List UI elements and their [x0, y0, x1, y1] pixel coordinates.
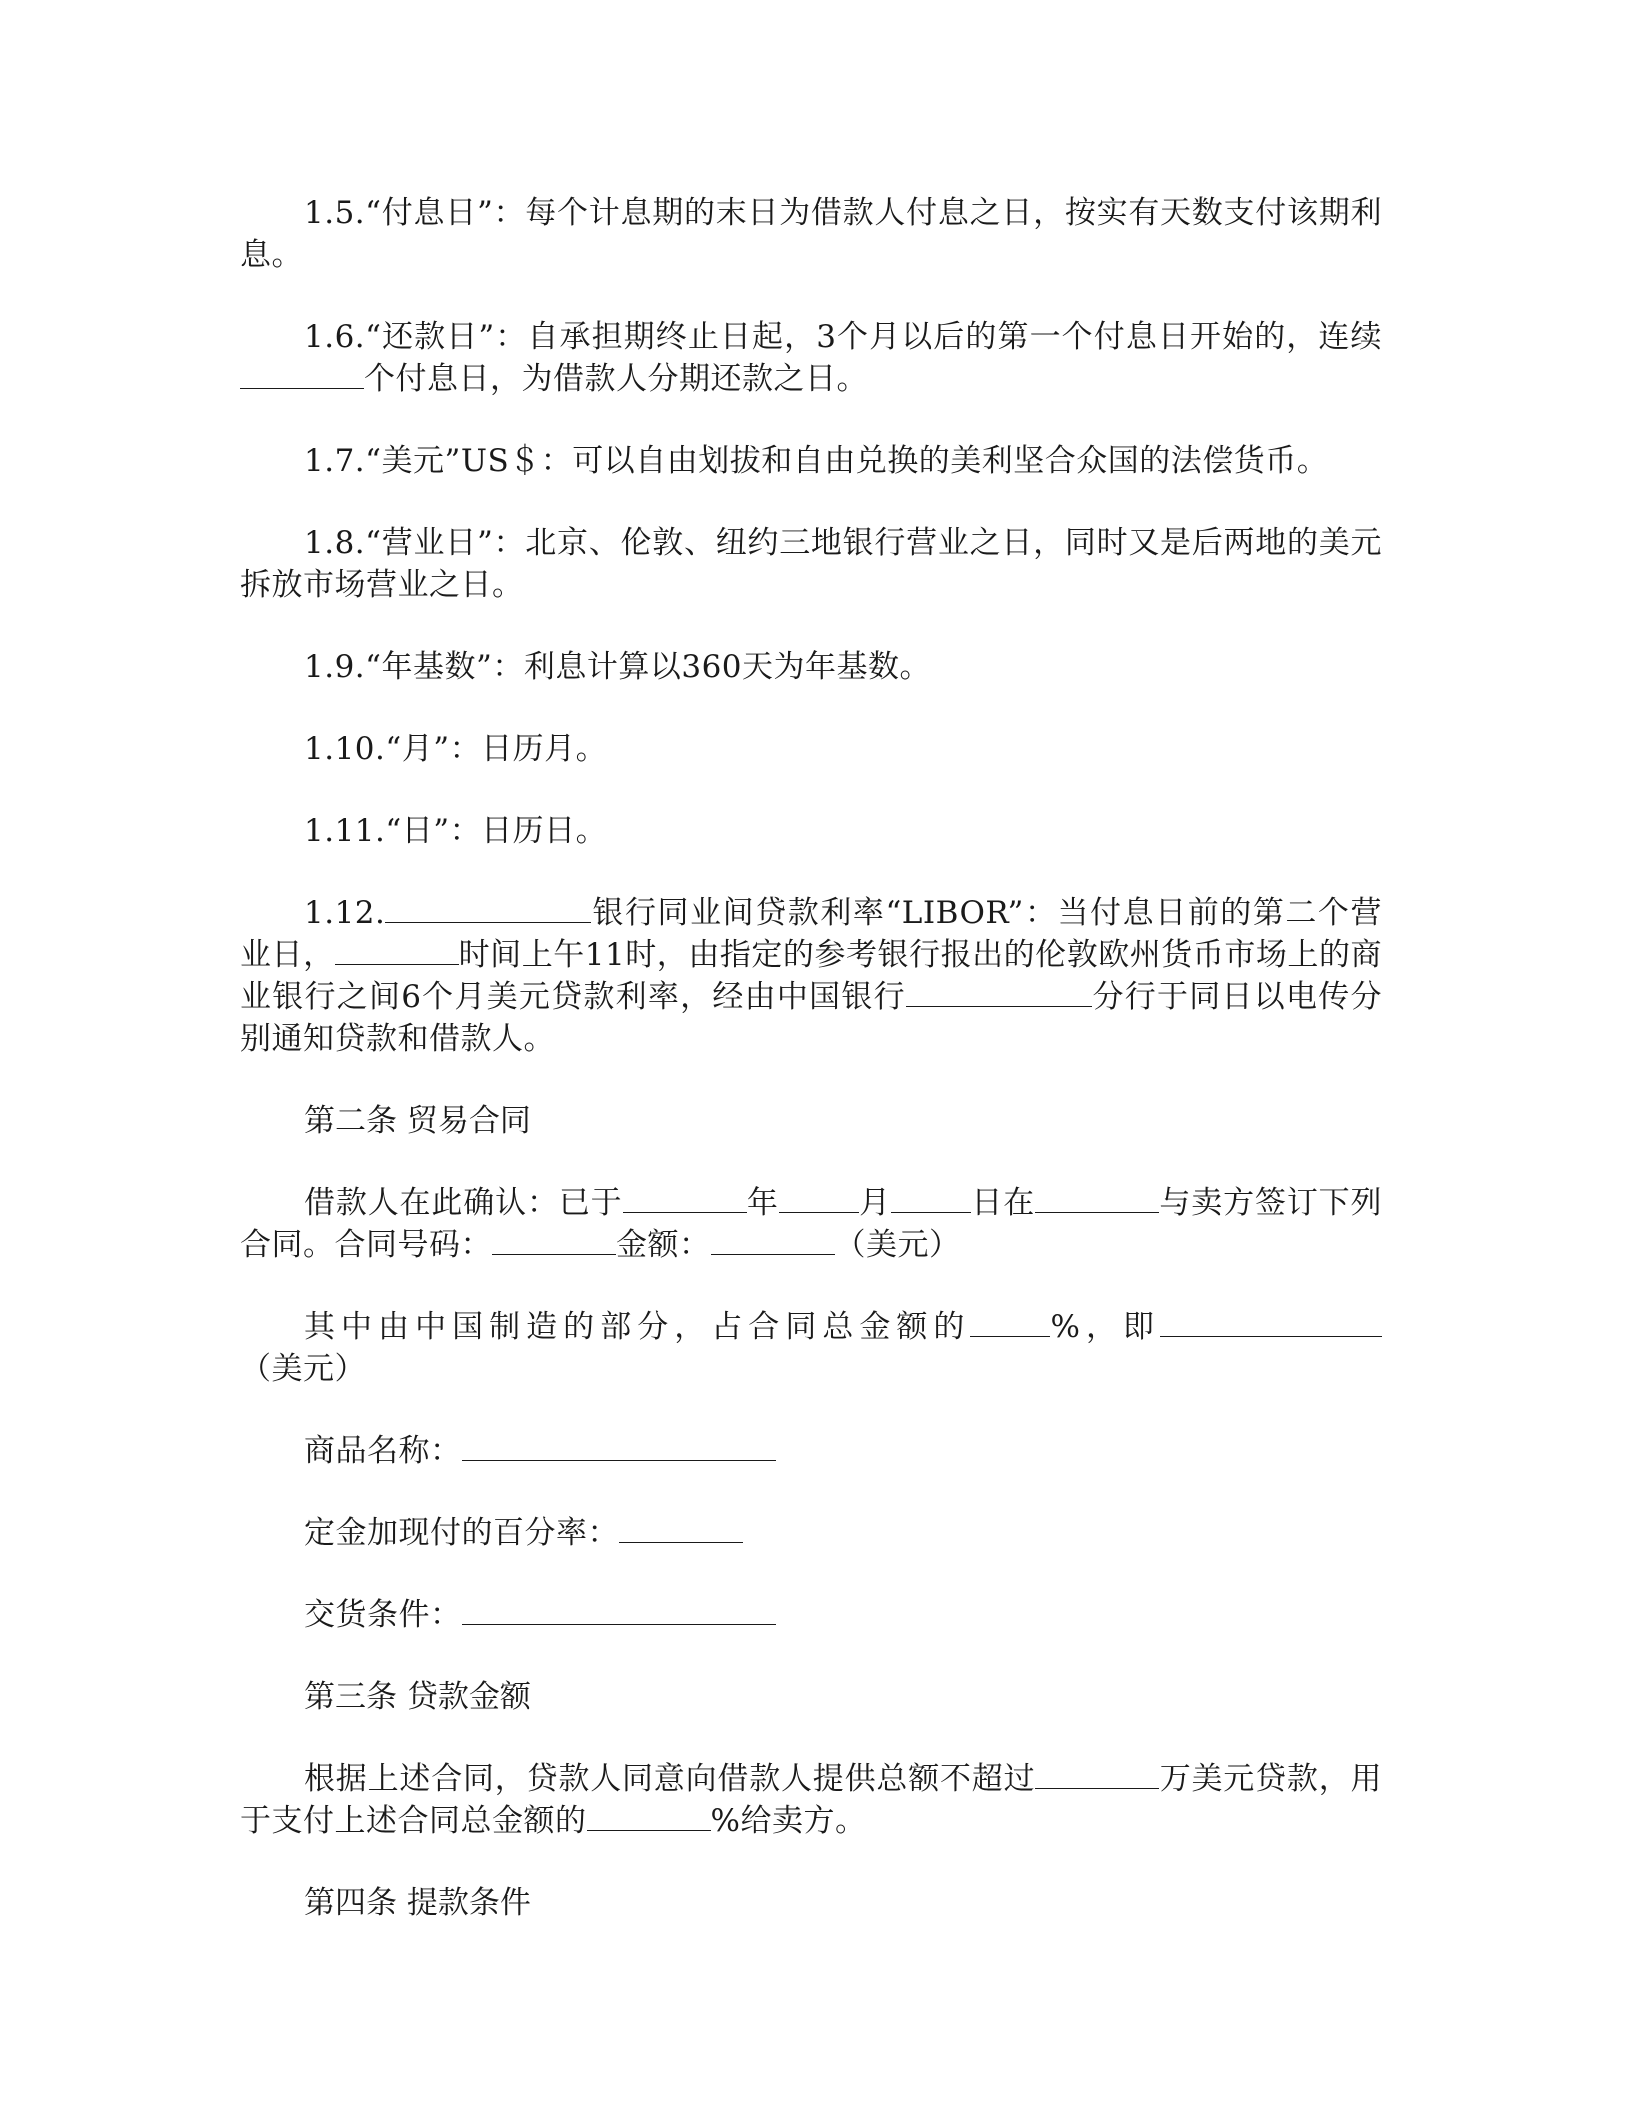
article-2-text-f: 金额： [616, 1227, 711, 1263]
article-2-text-e: 与卖方签订下列合同。合同号码： [240, 1185, 1383, 1263]
article-2-confirmation [240, 1182, 1382, 1266]
blank-field [385, 892, 591, 923]
clause-1-9 [240, 646, 1382, 688]
article-2-delivery [240, 1594, 1382, 1636]
blank-field [779, 1182, 859, 1213]
article-3-text-a: 根据上述合同，贷款人同意向借款人提供总额不超过 [304, 1761, 1036, 1797]
blank-field [619, 1512, 743, 1543]
article-3-text-b: 万美元贷款，用于支付上述合同总金额的 [240, 1761, 1383, 1839]
article-2-portion-text-c: （美元） [240, 1351, 366, 1387]
blank-field [906, 976, 1092, 1007]
blank-field [462, 1594, 776, 1625]
clause-1-12-text-b: 银行同业间贷款利率“LIBOR”：当付息日前的第二个营业日， [240, 895, 1382, 973]
clause-1-12-text-c: 时间上午11时，由指定的参考银行报出的伦敦欧州货币市场上的商业银行之间6个月美元贷款利率，经由中国银行 [240, 937, 1383, 1015]
document-page [240, 192, 1382, 1964]
article-2-text-g: （美元） [834, 1227, 961, 1263]
article-2-deposit [240, 1512, 1382, 1554]
blank-field [335, 934, 459, 965]
article-3-heading: 第三条 贷款金额 [304, 1679, 531, 1715]
clause-1-6 [240, 316, 1382, 400]
article-2-china-portion [240, 1306, 1382, 1390]
clause-1-5-text: 1.5.“付息日”：每个计息期的末日为借款人付息之日，按实有天数支付该期利息。 [240, 195, 1382, 273]
article-2-portion-text-a: 其中由中国制造的部分，占合同总金额的 [304, 1309, 971, 1345]
blank-field [1035, 1182, 1159, 1213]
article-2-text-a: 借款人在此确认：已于 [304, 1185, 623, 1221]
clause-1-12-text-d: 分行于同日以电传分别通知贷款和借款人。 [240, 979, 1382, 1057]
clause-1-11 [240, 810, 1382, 852]
article-2-text-b: 年 [746, 1185, 779, 1221]
blank-field [240, 358, 364, 389]
clause-1-5 [240, 192, 1382, 276]
clause-1-6-text-a: 1.6.“还款日”：自承担期终止日起，3个月以后的第一个付息日开始的，连续 [304, 319, 1382, 355]
article-2-text-d: 日在 [970, 1185, 1036, 1221]
clause-1-11-text: 1.11.“日”：日历日。 [304, 813, 608, 849]
blank-field [1160, 1306, 1382, 1337]
clause-1-10 [240, 728, 1382, 770]
blank-field [711, 1224, 835, 1255]
blank-field [492, 1224, 616, 1255]
clause-1-9-text: 1.9.“年基数”：利息计算以360天为年基数。 [304, 649, 932, 685]
article-2-text-c: 月 [858, 1185, 891, 1221]
clause-1-6-text-b: 个付息日，为借款人分期还款之日。 [364, 361, 868, 397]
deposit-label: 定金加现付的百分率： [304, 1515, 619, 1551]
article-3-text-c: %给卖方。 [710, 1803, 867, 1839]
article-3-body [240, 1758, 1382, 1842]
clause-1-12-text-a: 1.12. [304, 895, 386, 931]
blank-field [587, 1800, 711, 1831]
clause-1-10-text: 1.10.“月”：日历月。 [304, 731, 608, 767]
blank-field [623, 1182, 747, 1213]
blank-field [891, 1182, 971, 1213]
article-2-heading: 第二条 贸易合同 [304, 1103, 531, 1139]
delivery-label: 交货条件： [304, 1597, 462, 1633]
clause-1-7 [240, 440, 1382, 482]
blank-field [462, 1430, 776, 1461]
blank-field [970, 1306, 1050, 1337]
clause-1-7-text: 1.7.“美元”US＄：可以自由划拔和自由兑换的美利坚合众国的法偿货币。 [304, 443, 1329, 479]
blank-field [1035, 1758, 1159, 1789]
clause-1-8-text: 1.8.“营业日”：北京、伦敦、纽约三地银行营业之日，同时又是后两地的美元拆放市场营业之日。 [240, 525, 1382, 603]
article-2-goods [240, 1430, 1382, 1472]
goods-label: 商品名称： [304, 1433, 462, 1469]
clause-1-8 [240, 522, 1382, 606]
article-2-portion-text-b: %，即 [1050, 1309, 1161, 1345]
clause-1-12 [240, 892, 1382, 1060]
article-4-heading: 第四条 提款条件 [304, 1885, 531, 1921]
